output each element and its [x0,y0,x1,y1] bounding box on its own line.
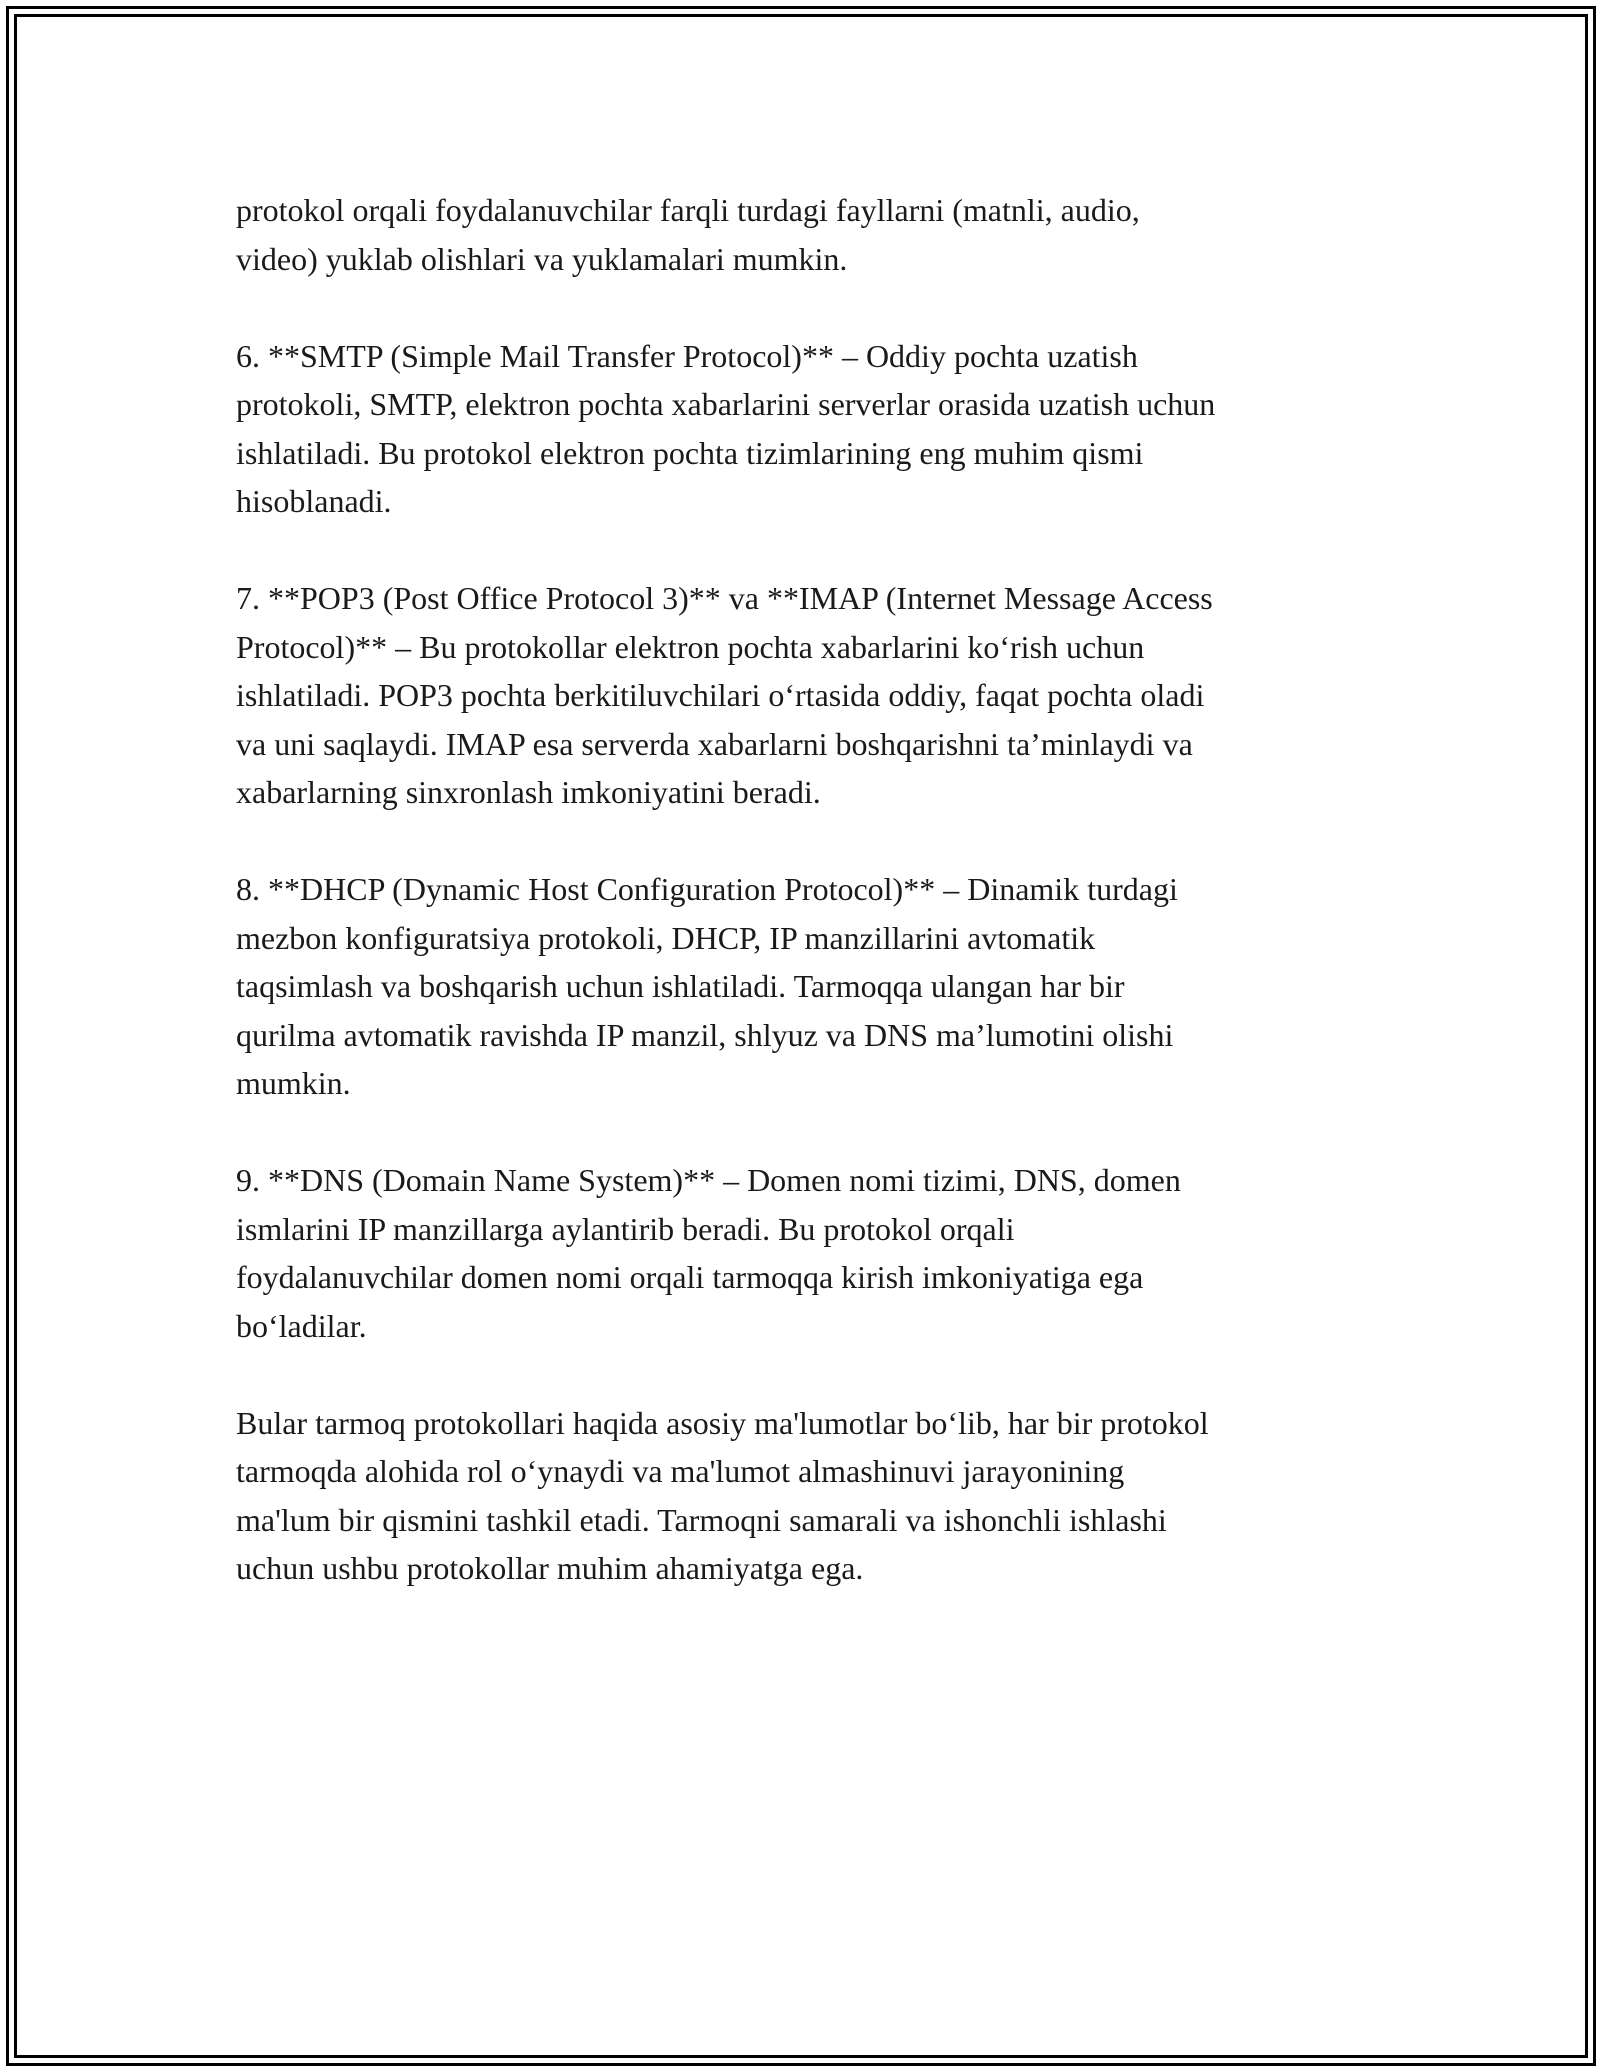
document-body [236,186,1396,1641]
paragraph-dns: 9. **DNS (Domain Name System)** – Domen nomi tizimi, DNS, domen ismlarini IP manzillarga aylantirib beradi. Bu protokol orqali foydalanuvchilar domen nomi orqali tarmoqqa kirish imkoniyatiga ega boʻladilar. [236,1162,1181,1344]
paragraph-dhcp: 8. **DHCP (Dynamic Host Configuration Protocol)** – Dinamik turdagi mezbon konfiguratsiya protokoli, DHCP, IP manzillarini avtomatik taqsimlash va boshqarish uchun ishlatiladi. Tarmoqqa ulangan har bir qurilma avtomatik ravishda IP manzil, shlyuz va DNS ma’lumotini olishi mumkin. [236,871,1178,1101]
paragraph-ftp-continuation: protokol orqali foydalanuvchilar farqli turdagi fayllarni (matnli, audio, video) yuklab olishlari va yuklamalari mumkin. [236,192,1140,277]
paragraph-smtp: 6. **SMTP (Simple Mail Transfer Protocol)** – Oddiy pochta uzatish protokoli, SMTP, elektron pochta xabarlarini serverlar orasida uzatish uchun ishlatiladi. Bu protokol elektron pochta tizimlarining eng muhim qismi hisoblanadi. [236,337,1216,519]
paragraph-conclusion: Bular tarmoq protokollari haqida asosiy ma'lumotlar boʻlib, har bir protokol tarmoqda alohida rol oʻynaydi va ma'lumot almashinuvi jarayonining ma'lum bir qismini tashkil etadi. Tarmoqni samarali va ishonchli ishlashi uchun ushbu protokollar muhim ahamiyatga ega. [236,1404,1209,1586]
paragraph-pop3-imap: 7. **POP3 (Post Office Protocol 3)** va **IMAP (Internet Message Access Protocol)** – Bu protokollar elektron pochta xabarlarini koʻrish uchun ishlatiladi. POP3 pochta berkitiluvchilari oʻrtasida oddiy, faqat pochta oladi va uni saqlaydi. IMAP esa serverda xabarlarni boshqarishni ta’minlaydi va xabarlarning sinxronlash imkoniyatini beradi. [236,580,1213,810]
